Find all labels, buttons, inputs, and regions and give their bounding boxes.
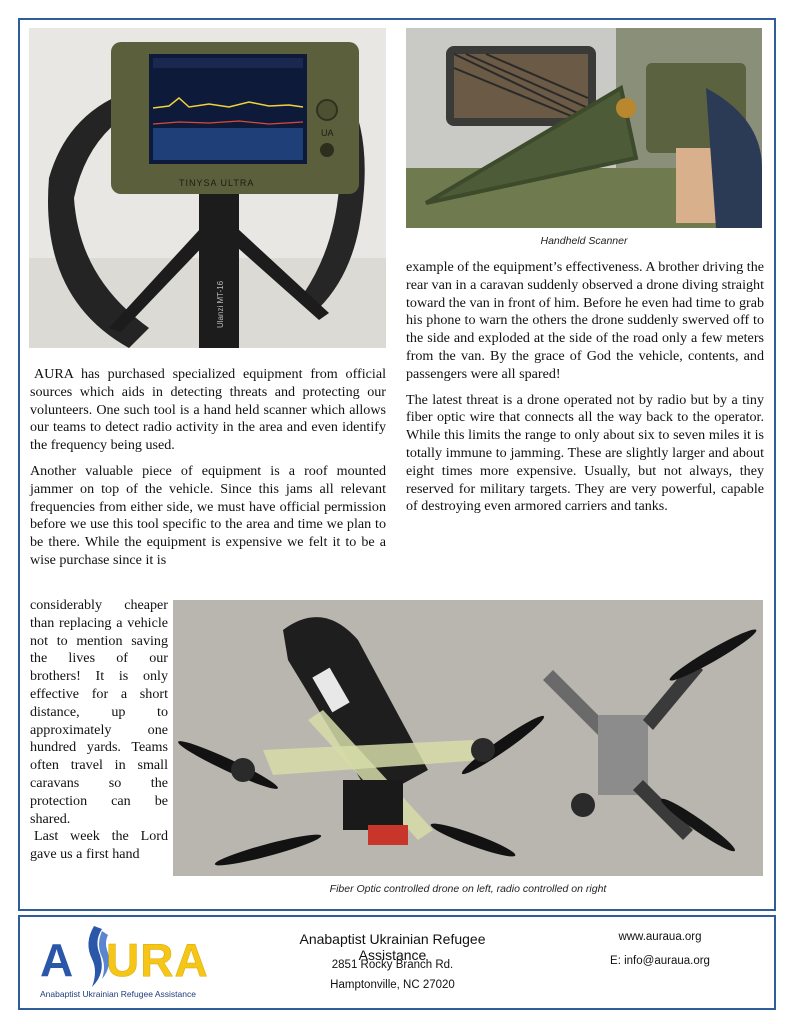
- paragraph-jammer: Another valuable piece of equipment is a roof mounted jammer on top of the vehicle. Since this jams all relevant frequencies from either side, we must have official permission before we use this tool specific to the area and time we plan to be there. While the equipment is expensive we felt it to be a wise purchase since it is: [30, 462, 386, 568]
- tripod-label: Ulanzi MT-16: [216, 280, 225, 328]
- left-narrow-column-text: [30, 597, 168, 864]
- handheld-scanner-caption: Handheld Scanner: [540, 235, 628, 247]
- left-column-text: [30, 366, 386, 570]
- aura-logo: [32, 921, 237, 1001]
- device-brand-text: TINYSA ULTRA: [179, 178, 255, 188]
- address-line-1: 2851 Rocky Branch Rd.: [331, 959, 454, 971]
- address-line-2: Hamptonville, NC 27020: [330, 979, 455, 991]
- organization-name: Anabaptist Ukrainian Refugee Assistance: [299, 931, 486, 963]
- device-badge-text: UA: [321, 128, 334, 138]
- logo-letters-ura: URA: [106, 934, 209, 986]
- paragraph-last-week: Last week the Lord gave us a first hand: [30, 828, 168, 863]
- right-column-text: [406, 259, 764, 516]
- website-link[interactable]: www.auraua.org: [618, 931, 702, 943]
- logo-subtitle: Anabaptist Ukrainian Refugee Assistance: [40, 989, 196, 999]
- drones-photo: [173, 600, 763, 876]
- scanner-tripod-photo: [29, 28, 386, 348]
- footer: [18, 915, 776, 1010]
- handheld-scanner-photo: [406, 28, 762, 228]
- paragraph-effectiveness: example of the equipment’s effectiveness. A brother driving the rear van in a caravan suddenly observed a drone diving straight toward the van in front of him. Before he even had time to grab his phone to warn the others the drone suddenly swerved off to the side and exploded at the side of the road only a few meters from the van. By the grace of God the vehicle, contents, and passengers were all spared!: [406, 259, 764, 382]
- drones-caption: Fiber Optic controlled drone on left, radio controlled on right: [329, 883, 607, 895]
- paragraph-jammer-continued: considerably cheaper than replacing a vehicle not to mention saving the lives of our brothers! It is only effective for a short distance, up to approximately one hundred yards. Teams often travel in small caravans so the protection can be shared.: [30, 597, 168, 827]
- logo-letter-a: A: [40, 934, 75, 986]
- email-link[interactable]: E: info@auraua.org: [610, 955, 710, 967]
- paragraph-fiber-optic-threat: The latest threat is a drone operated not by radio but by a tiny fiber optic wire that connects all the way back to the operator. While this limits the range to only about six to seven miles it is totally immune to jamming. These are slightly larger and about eight times more expensive. Usually, but not always, they reserved for military targets. They are very powerful, capable of destroying even armored carriers and tanks.: [406, 391, 764, 515]
- paragraph-aura-equipment: AURA has purchased specialized equipment from official sources which aids in detecting threats and protecting our volunteers. One such tool is a hand held scanner which allows our teams to detect radio activity in the area and even identify the frequency being used.: [30, 366, 386, 454]
